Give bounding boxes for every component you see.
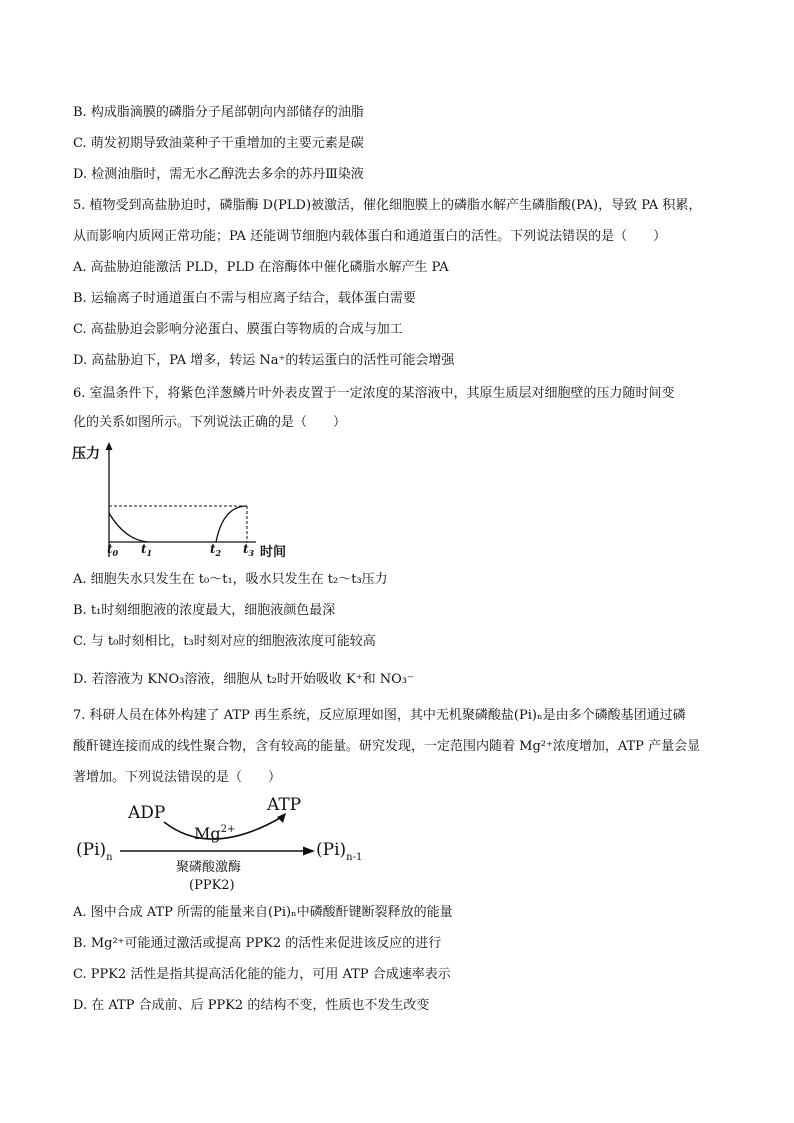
q7-stem-line-3: 著增加。下列说法错误的是（ ） <box>73 770 282 785</box>
pi-n-1-label: $(Pi)_{n-1}$ <box>316 840 363 863</box>
q5-option-c: C. 高盐胁迫会影响分泌蛋白、膜蛋白等物质的合成与加工 <box>73 322 403 337</box>
pressure-decrease-curve <box>109 513 148 542</box>
x-axis-label: 时间 <box>260 545 287 560</box>
q5-option-a: A. 高盐胁迫能激活 PLD，PLD 在溶酶体中催化磷脂水解产生 PA <box>73 260 449 275</box>
atp-label: ATP <box>267 795 302 815</box>
tick-t3: $t_3$ <box>243 542 255 558</box>
tick-t1: $t_1$ <box>141 542 153 558</box>
pi-n-label: $(Pi)_n$ <box>76 840 113 863</box>
q4-option-b: B. 构成脂滴膜的磷脂分子尾部朝向内部储存的油脂 <box>73 105 364 120</box>
q6-option-b: B. t₁时刻细胞液的浓度最大，细胞液颜色最深 <box>73 603 336 618</box>
enzyme-abbr: (PPK2) <box>189 878 235 893</box>
tick-t0: $t_0$ <box>107 542 119 558</box>
q6-option-a: A. 细胞失水只发生在 t₀～t₁，吸水只发生在 t₂～t₃压力 <box>73 572 388 587</box>
q4-option-d: D. 检测油脂时，需无水乙醇洗去多余的苏丹Ⅲ染液 <box>73 167 364 182</box>
pressure-time-graph <box>70 440 300 562</box>
q7-option-a: A. 图中合成 ATP 所需的能量来自(Pi)ₙ中磷酸酐键断裂释放的能量 <box>73 905 453 920</box>
q7-stem-line-1: 7. 科研人员在体外构建了 ATP 再生系统，反应原理如图，其中无机聚磷酸盐(Pi)ₙ是由多个磷酸基团通过磷 <box>73 708 686 723</box>
q5-stem-line-1: 5. 植物受到高盐胁迫时，磷脂酶 D(PLD)被激活，催化细胞膜上的磷脂水解产生磷脂酸(PA)，导致 PA 积累， <box>73 198 702 213</box>
mg-label: $Mg^{2+}$ <box>194 824 236 843</box>
adp-label: ADP <box>128 803 166 823</box>
q6-option-d: D. 若溶液为 KNO₃溶液，细胞从 t₂时开始吸收 K⁺和 NO₃⁻ <box>73 672 414 687</box>
q7-stem-line-2: 酸酐键连接而成的线性聚合物，含有较高的能量。研究发现，一定范围内随着 Mg²⁺浓度增加，ATP 产量会显 <box>73 739 701 754</box>
q6-option-c: C. 与 t₀时刻相比，t₃时刻对应的细胞液浓度可能较高 <box>73 634 376 649</box>
q6-stem-line-2: 化的关系如图所示。下列说法正确的是（ ） <box>73 415 347 430</box>
tick-t2: $t_2$ <box>210 542 222 558</box>
enzyme-name: 聚磷酸激酶 <box>176 860 242 875</box>
y-axis-arrow <box>106 442 113 450</box>
q5-option-b: B. 运输离子时通道蛋白不需与相应离子结合，载体蛋白需要 <box>73 291 416 306</box>
q6-stem-line-1: 6. 室温条件下，将紫色洋葱鳞片叶外表皮置于一定浓度的某溶液中，其原生质层对细胞壁的压力随时间变 <box>73 386 675 401</box>
reaction-arrowhead <box>303 847 315 856</box>
q5-option-d: D. 高盐胁迫下，PA 增多，转运 Na⁺的转运蛋白的活性可能会增强 <box>73 353 455 368</box>
q5-stem-line-2: 从而影响内质网正常功能；PA 还能调节细胞内载体蛋白和通道蛋白的活性。下列说法错误的是（ ） <box>73 229 667 244</box>
q7-option-d: D. 在 ATP 合成前、后 PPK2 的结构不变，性质也不发生改变 <box>73 998 430 1013</box>
q7-option-c: C. PPK2 活性是指其提高活化能的能力，可用 ATP 合成速率表示 <box>73 967 451 982</box>
q4-option-c: C. 萌发初期导致油菜种子干重增加的主要元素是碳 <box>73 136 364 151</box>
pressure-increase-curve <box>216 506 247 542</box>
atp-regeneration-diagram <box>70 790 370 895</box>
q7-option-b: B. Mg²⁺可能通过激活或提高 PPK2 的活性来促进该反应的进行 <box>73 936 442 951</box>
y-axis-label: 压力 <box>72 446 100 462</box>
